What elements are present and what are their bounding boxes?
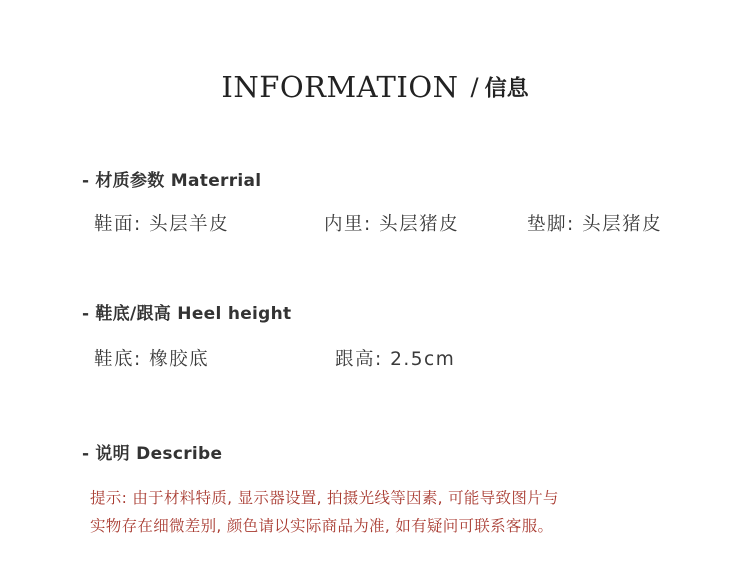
heading-text: 说明 Describe	[95, 444, 223, 464]
note-line-1: 提示: 由于材料特质, 显示器设置, 拍摄光线等因素, 可能导致图片与	[90, 489, 559, 507]
page-title	[0, 70, 750, 104]
section-heading-heel	[82, 299, 291, 324]
heading-text: 材质参数 Materrial	[95, 171, 262, 191]
section-heading-describe	[82, 439, 222, 464]
title-chinese: 信息	[484, 76, 529, 102]
spec-lining: 内里: 头层猪皮	[324, 214, 460, 235]
heading-dash: -	[82, 171, 90, 191]
spec-heel-height: 跟高: 2.5cm	[335, 349, 456, 370]
spec-insole: 垫脚: 头层猪皮	[527, 214, 663, 235]
section-heading-material	[82, 166, 261, 191]
note-line-2: 实物存在细微差别, 颜色请以实际商品为准, 如有疑问可联系客服。	[90, 517, 554, 535]
title-slash: /	[470, 73, 479, 101]
heading-text: 鞋底/跟高 Heel height	[95, 304, 292, 324]
spec-sole: 鞋底: 橡胶底	[94, 349, 210, 370]
heading-dash: -	[82, 444, 90, 464]
heading-dash: -	[82, 304, 90, 324]
title-english: INFORMATION	[221, 70, 459, 104]
spec-upper: 鞋面: 头层羊皮	[94, 214, 230, 235]
